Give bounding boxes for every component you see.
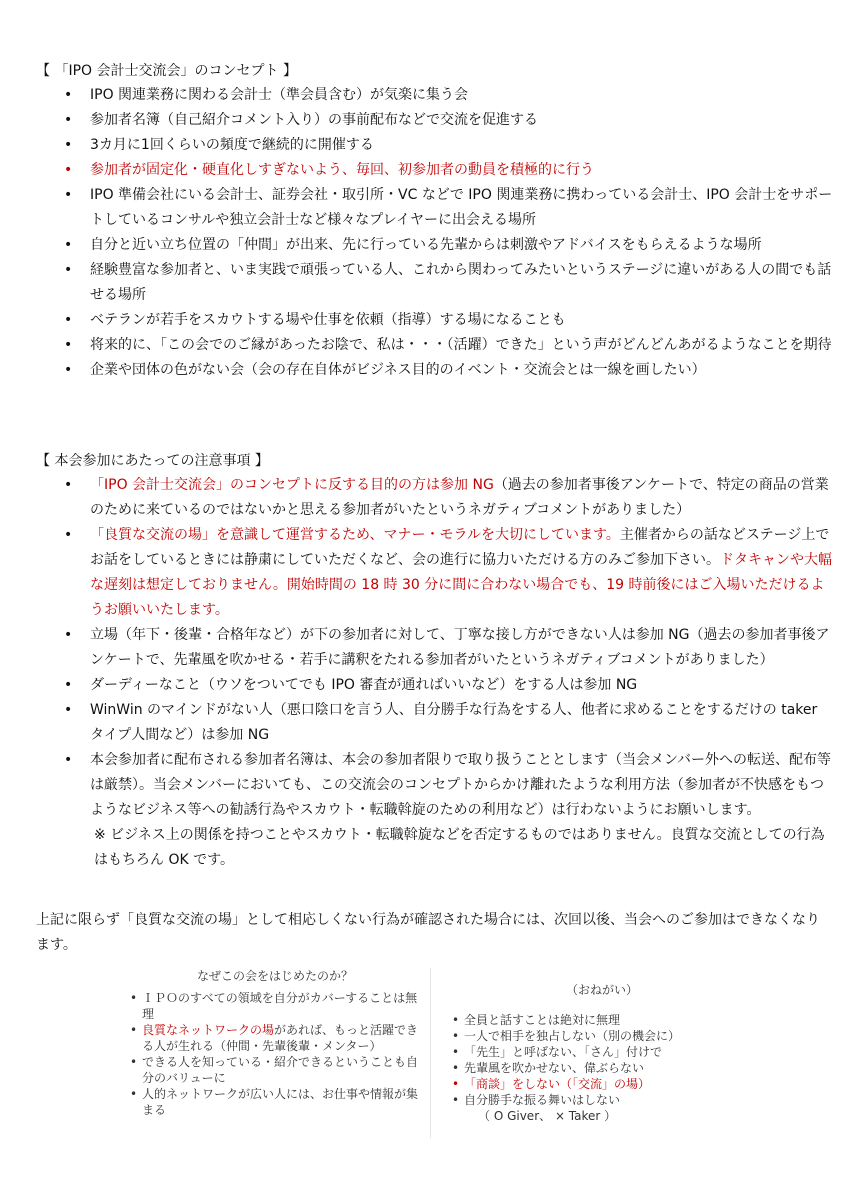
- bullet-icon: •: [452, 1013, 460, 1027]
- list-item: • 全員と話すことは絶対に無理: [452, 1013, 621, 1027]
- box-divider: [430, 968, 431, 1138]
- list-item: • 先輩風を吹かせない、偉ぶらない: [452, 1061, 645, 1075]
- bullet-icon: •: [64, 362, 73, 378]
- list-item: • できる人を知っている・紹介できるということも自分のバリューに: [130, 1055, 419, 1085]
- section1-heading: 【 「IPO 会計士交流会」のコンセプト 】: [36, 63, 297, 79]
- bullet-icon: •: [452, 1061, 460, 1075]
- list-item: • ダーディーなこと（ウソをついてでも IPO 審査が通ればいいなど）をする人は参加 NG: [64, 673, 834, 698]
- bullet-icon: •: [64, 262, 73, 278]
- why-box-title: なぜこの会をはじめたのか？: [196, 969, 353, 983]
- requests-box-title: （おねがい）: [565, 983, 638, 997]
- bullet-icon: •: [64, 677, 73, 693]
- list-item: • 自分と近い立ち位置の「仲間」が出来、先に行っている先輩からは刺激やアドバイスをもらえるような場所: [64, 233, 834, 258]
- bullet-icon: •: [452, 1045, 460, 1059]
- list-item: • WinWin のマインドがない人（悪口陰口を言う人、自分勝手な行為をする人、他者に求めることをするだけの taker タイプ人間など）は参加 NG: [64, 698, 834, 748]
- bullet-icon: •: [130, 991, 138, 1005]
- bullet-icon: •: [452, 1077, 460, 1091]
- list-item: • IPO 関連業務に関わる会計士（準会員含む）が気楽に集う会: [64, 83, 834, 108]
- bullet-icon: •: [64, 237, 73, 253]
- list-item: • ＩＰＯのすべての領域を自分がカバーすることは無理: [130, 991, 418, 1021]
- list-item: • 「IPO 会計士交流会」のコンセプトに反する目的の方は参加 NG（過去の参加者事後アンケートで、特定の商品の営業のために来ているのではないかと思える参加者がいたというネガティブコメントがありました）: [64, 473, 834, 523]
- list-item: • 「商談」をしない（「交流」の場）: [452, 1077, 651, 1091]
- closing-paragraph: 上記に限らず「良質な交流の場」として相応しくない行為が確認された場合には、次回以後、当会へのご参加はできなくなります。: [36, 912, 820, 953]
- bullet-icon: •: [64, 162, 73, 178]
- bullet-icon: •: [452, 1029, 460, 1043]
- bullet-icon: •: [64, 337, 73, 353]
- concept-list: [64, 83, 834, 383]
- list-item: • 経験豊富な参加者と、いま実践で頑張っている人、これから関わってみたいというステージに違いがある人の間でも話せる場所: [64, 258, 834, 308]
- section2-heading: 【 本会参加にあたっての注意事項 】: [36, 453, 269, 469]
- list-item: • ベテランが若手をスカウトする場や仕事を依頼（指導）する場になることも: [64, 308, 834, 333]
- bullet-icon: •: [130, 1055, 138, 1069]
- bullet-icon: •: [64, 477, 73, 493]
- list-item: • IPO 準備会社にいる会計士、証券会社・取引所・VC などで IPO 関連業務に携わっている会計士、IPO 会計士をサポートしているコンサルや独立会計士など様々なプレイヤーに出会える場所: [64, 183, 834, 233]
- bullet-icon: •: [64, 627, 73, 643]
- list-item: • 将来的に、「この会でのご縁があったお陰で、私は・・・（活躍）できた」という声がどんどんあがるようなことを期待: [64, 333, 834, 358]
- rules-list: [64, 473, 834, 873]
- bullet-icon: •: [452, 1093, 460, 1107]
- list-item: • 参加者が固定化・硬直化しすぎないよう、毎回、初参加者の動員を積極的に行う: [64, 158, 834, 183]
- bullet-icon: •: [64, 112, 73, 128]
- bullet-icon: •: [64, 527, 73, 543]
- bullet-icon: •: [64, 187, 73, 203]
- list-item: • 立場（年下・後輩・合格年など）が下の参加者に対して、丁寧な接し方ができない人は参加 NG（過去の参加者事後アンケートで、先輩風を吹かせる・若手に講釈をたれる参加者がいたというネガティブコメントがありました）: [64, 623, 834, 673]
- list-item: • 人的ネットワークが広い人には、お仕事や情報が集まる: [130, 1087, 419, 1117]
- list-item: • 3カ月に1回くらいの頻度で継続的に開催する: [64, 133, 834, 158]
- bullet-icon: •: [64, 137, 73, 153]
- bullet-icon: •: [64, 312, 73, 328]
- bullet-icon: •: [64, 752, 73, 768]
- list-item: • 一人で相手を独占しない（別の機会に）: [452, 1029, 681, 1043]
- list-item: • 良質なネットワークの場があれば、もっと活躍できる人が生れる（仲間・先輩後輩・メンター）: [130, 1023, 419, 1053]
- list-item: • 「良質な交流の場」を意識して運営するため、マナー・モラルを大切にしています。主催者からの話などステージ上でお話をしているときには静粛にしていただくなど、会の進行に協力いただける方のみご参加下さい。ドタキャンや大幅な遅刻は想定しておりません。開始時間の 18 時 30 分に間に合わない場合でも、19 時前後にはご入場いただけるようお願いいたします。: [64, 523, 834, 623]
- list-item: • 参加者名簿（自己紹介コメント入り）の事前配布などで交流を促進する: [64, 108, 834, 133]
- bullet-icon: •: [64, 87, 73, 103]
- list-item: • 「先生」と呼ばない、「さん」付けで: [452, 1045, 663, 1059]
- bullet-icon: •: [130, 1087, 138, 1101]
- bullet-icon: •: [130, 1023, 138, 1037]
- list-item: • 本会参加者に配布される参加者名簿は、本会の参加者限りで取り扱うこととします（当会メンバー外への転送、配布等は厳禁）。当会メンバーにおいても、この交流会のコンセプトからかけ離れたような利用方法（参加者が不快感をもつようなビジネス等への勧誘行為やスカウト・転職斡旋のための利用など）は行わないようにお願いします。 ※ ビジネス上の関係を持つことやスカウト・転職斡旋などを否定するものではありません。良質な交流としての行為はもちろん OK です。: [64, 748, 834, 873]
- list-item: • 企業や団体の色がない会（会の存在自体がビジネス目的のイベント・交流会とは一線を画したい）: [64, 358, 834, 383]
- note-text: ※ ビジネス上の関係を持つことやスカウト・転職斡旋などを否定するものではありません。良質な交流としての行為はもちろん OK です。: [94, 827, 825, 868]
- list-item: • 自分勝手な振る舞いはしない （ O Giver、 × Taker ）: [452, 1093, 621, 1123]
- why-box: [130, 968, 420, 1118]
- requests-box: [452, 982, 752, 1124]
- bullet-icon: •: [64, 702, 73, 718]
